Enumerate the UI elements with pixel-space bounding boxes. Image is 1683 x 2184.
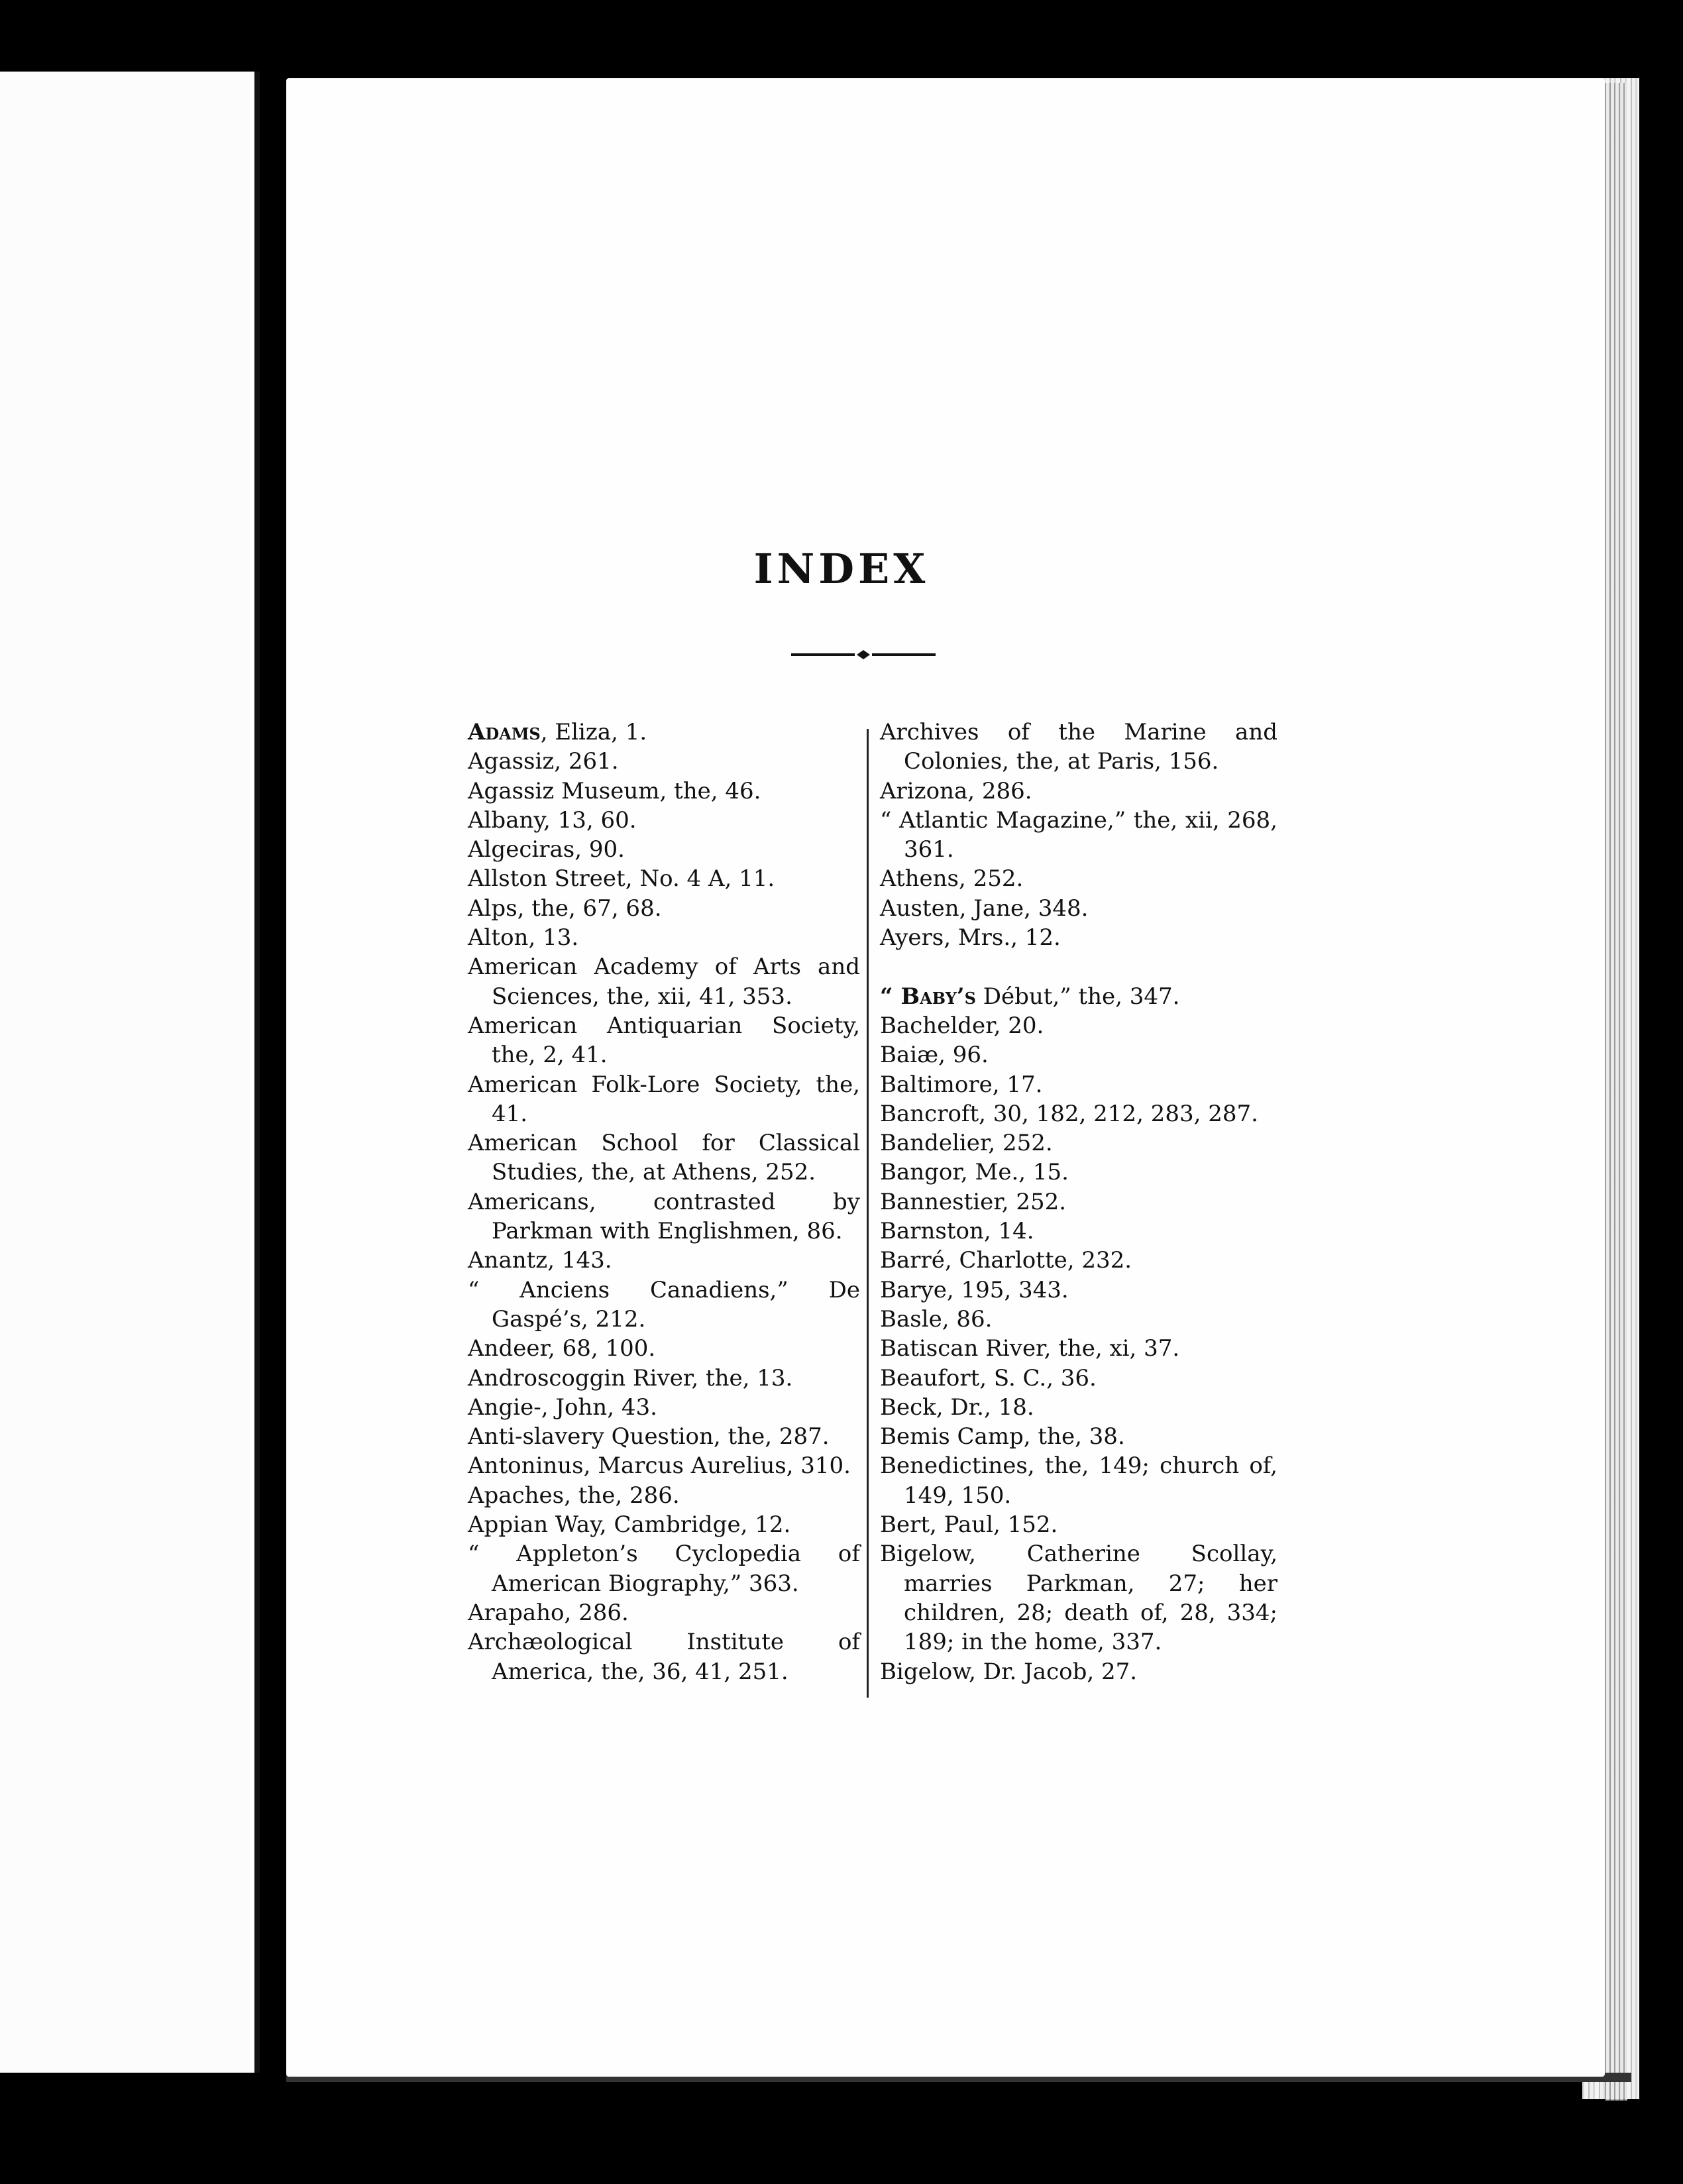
index-entry: Bigelow, Catherine Scollay, marries Parkman, 27; her children, 28; death of, 28, 334; 189; in the home, 337. xyxy=(880,1541,1277,1656)
index-entry: Appian Way, Cambridge, 12. xyxy=(468,1511,791,1539)
index-entry: Barnston, 14. xyxy=(880,1218,1034,1245)
index-entry: Barye, 195, 343. xyxy=(880,1276,1069,1303)
index-entry: Anantz, 143. xyxy=(468,1247,612,1274)
title-ornament xyxy=(791,648,936,661)
index-entry xyxy=(468,718,860,747)
index-entry: Beck, Dr., 18. xyxy=(880,1393,1034,1421)
index-entry: American School for Classical Studies, the, at Athens, 252. xyxy=(468,1130,860,1186)
index-entry: Antoninus, Marcus Aurelius, 310. xyxy=(468,1452,851,1480)
index-entry: Alps, the, 67, 68. xyxy=(468,895,662,922)
column-divider xyxy=(867,729,869,1698)
letter-section-gap xyxy=(880,952,1277,981)
index-entry: Austen, Jane, 348. xyxy=(880,895,1089,922)
index-entry: Bert, Paul, 152. xyxy=(880,1511,1058,1539)
index-entry: Androscoggin River, the, 13. xyxy=(468,1364,793,1392)
index-entry-rest: , Eliza, 1. xyxy=(540,719,647,745)
page-edges-shadow xyxy=(1605,83,1627,2101)
index-entry: Beaufort, S. C., 36. xyxy=(880,1364,1097,1392)
index-entry: Basle, 86. xyxy=(880,1305,993,1333)
index-entry: Ayers, Mrs., 12. xyxy=(880,924,1061,952)
index-entry: “ Anciens Canadiens,” De Gaspé’s, 212. xyxy=(468,1276,860,1333)
index-entry: Albany, 13, 60. xyxy=(468,806,637,834)
index-column-left xyxy=(468,718,860,1686)
index-entry: American Academy of Arts and Sciences, the, xii, 41, 353. xyxy=(468,954,860,1010)
index-entry: Archives of the Marine and Colonies, the, at Paris, 156. xyxy=(880,719,1277,775)
book-gutter xyxy=(260,66,286,2081)
facing-page-left xyxy=(0,72,260,2073)
index-entry: Bannestier, 252. xyxy=(880,1188,1067,1215)
index-entry: Apaches, the, 286. xyxy=(468,1482,680,1509)
index-entry-rest: Début,” the, 347. xyxy=(975,983,1180,1010)
index-entry: Allston Street, No. 4 A, 11. xyxy=(468,865,775,893)
index-entry xyxy=(880,982,1277,1011)
index-column-right xyxy=(880,718,1277,1686)
index-entry: Angie‑, John, 43. xyxy=(468,1393,657,1421)
index-entry: American Folk-Lore Society, the, 41. xyxy=(468,1071,860,1127)
index-entry: Bemis Camp, the, 38. xyxy=(880,1423,1125,1450)
index-entry: Archæological Institute of America, the, 36, 41, 251. xyxy=(468,1629,860,1685)
index-entry: Bachelder, 20. xyxy=(880,1012,1044,1039)
index-entry: Andeer, 68, 100. xyxy=(468,1335,656,1362)
index-entry: “ Atlantic Magazine,” the, xii, 268, 361. xyxy=(880,806,1277,863)
page-edge xyxy=(254,72,260,2073)
index-entry: Athens, 252. xyxy=(880,865,1024,893)
index-entry: Anti-slavery Question, the, 287. xyxy=(468,1423,830,1450)
index-entry: Barré, Charlotte, 232. xyxy=(880,1247,1132,1274)
index-entry: American Antiquarian Society, the, 2, 41. xyxy=(468,1012,860,1069)
index-entry: Bangor, Me., 15. xyxy=(880,1159,1069,1186)
index-entry: Benedictines, the, 149; church of, 149, 150. xyxy=(880,1452,1277,1509)
index-entry: Americans, contrasted by Parkman with Englishmen, 86. xyxy=(468,1188,860,1245)
index-entry: Bancroft, 30, 182, 212, 283, 287. xyxy=(880,1100,1258,1127)
page-title: INDEX xyxy=(753,545,930,593)
index-entry: Bigelow, Dr. Jacob, 27. xyxy=(880,1658,1138,1685)
index-entry: Agassiz, 261. xyxy=(468,748,619,775)
index-entry: Arapaho, 286. xyxy=(468,1599,629,1626)
index-entry: Baiæ, 96. xyxy=(880,1042,989,1069)
index-entry-lead: Adams xyxy=(468,719,541,745)
index-entry: Bandelier, 252. xyxy=(880,1130,1053,1157)
index-entry: “ Appleton’s Cyclopedia of American Biography,” 363. xyxy=(468,1541,860,1597)
index-entry: Alton, 13. xyxy=(468,924,579,952)
index-entry: Baltimore, 17. xyxy=(880,1071,1043,1098)
index-entry: Batiscan River, the, xi, 37. xyxy=(880,1335,1180,1362)
index-entry: Algeciras, 90. xyxy=(468,836,625,863)
index-entry-lead: “ Baby’s xyxy=(880,983,976,1010)
index-entry: Agassiz Museum, the, 46. xyxy=(468,777,761,804)
index-entry: Arizona, 286. xyxy=(880,777,1032,804)
